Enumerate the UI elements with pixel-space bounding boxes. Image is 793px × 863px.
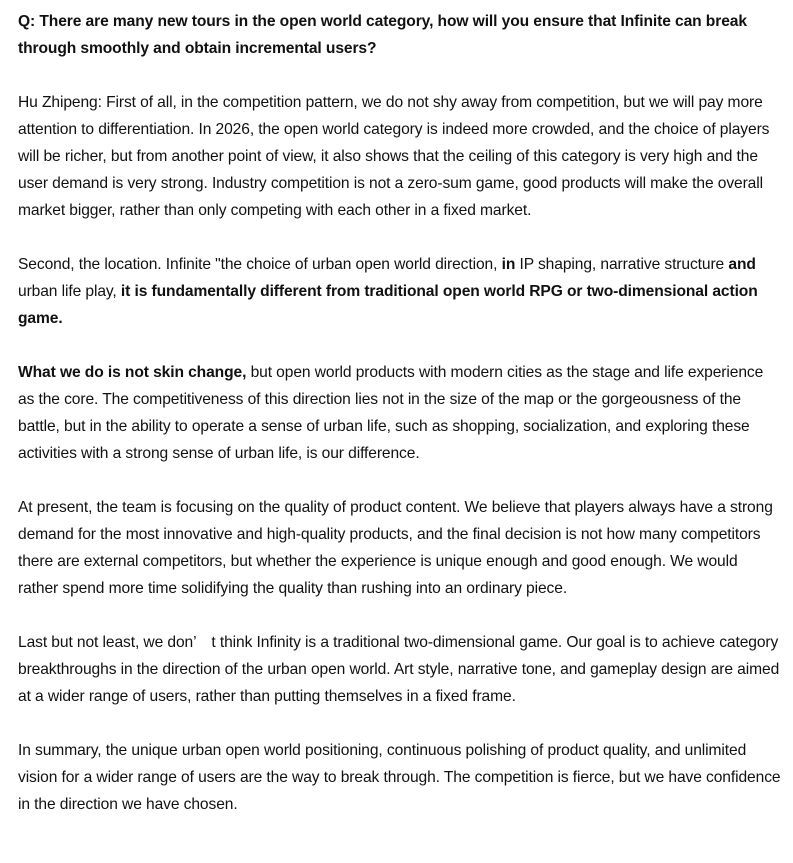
- answer-paragraph-4: At present, the team is focusing on the quality of product content. We believe that players always have a strong demand for the most innovative and high-quality products, and the final decision is not how many competitors there are external competitors, but whether the experience is unique enough and good enough. We would rather spend more time solidifying the quality than rushing into an ordinary piece.: [18, 499, 773, 597]
- answer-paragraph-2: [18, 251, 781, 332]
- question-heading: Q: There are many new tours in the open world category, how will you ensure that Infinite can break through smoothly and obtain incremental users?: [18, 13, 747, 57]
- answer-paragraph-1: Hu Zhipeng: First of all, in the competition pattern, we do not shy away from competition, but we will pay more attention to differentiation. In 2026, the open world category is indeed more crowded, and the choice of players will be richer, but from another point of view, it also shows that the ceiling of this category is very high and the user demand is very strong. Industry competition is not a zero-sum game, good products will make the overall market bigger, rather than only competing with each other in a fixed market.: [18, 94, 770, 219]
- paragraph-2-text-3: urban life play,: [18, 283, 121, 300]
- paragraph-2-bold-and: and: [728, 256, 756, 273]
- answer-paragraph-5: Last but not least, we don’ t think Infinity is a traditional two-dimensional game. Our goal is to achieve category breakthroughs in the direction of the urban open world. Art style, narrative tone, and gameplay design are aimed at a wider range of users, rather than putting themselves in a fixed frame.: [18, 634, 780, 705]
- answer-paragraph-3: [18, 359, 781, 467]
- answer-paragraph-6: In summary, the unique urban open world positioning, continuous polishing of product quality, and unlimited vision for a wider range of users are the way to break through. The competition is fierce, but we have confidence in the direction we have chosen.: [18, 742, 781, 813]
- paragraph-3-bold-lead: What we do is not skin change,: [18, 364, 247, 381]
- paragraph-2-text-1: Second, the location. Infinite "the choice of urban open world direction,: [18, 256, 502, 273]
- paragraph-2-bold-in: in: [501, 256, 516, 273]
- paragraph-2-text-2: IP shaping, narrative structure: [515, 256, 729, 273]
- paragraph-2-bold-claim: it is fundamentally different from traditional open world RPG or two-dimensional action game.: [18, 283, 758, 327]
- paragraph-3-text: but open world products with modern cities as the stage and life experience as the core. The competitiveness of this direction lies not in the size of the map or the gorgeousness of the battle, but in the ability to operate a sense of urban life, such as shopping, socialization, and exploring these activities with a strong sense of urban life, is our difference.: [18, 364, 764, 462]
